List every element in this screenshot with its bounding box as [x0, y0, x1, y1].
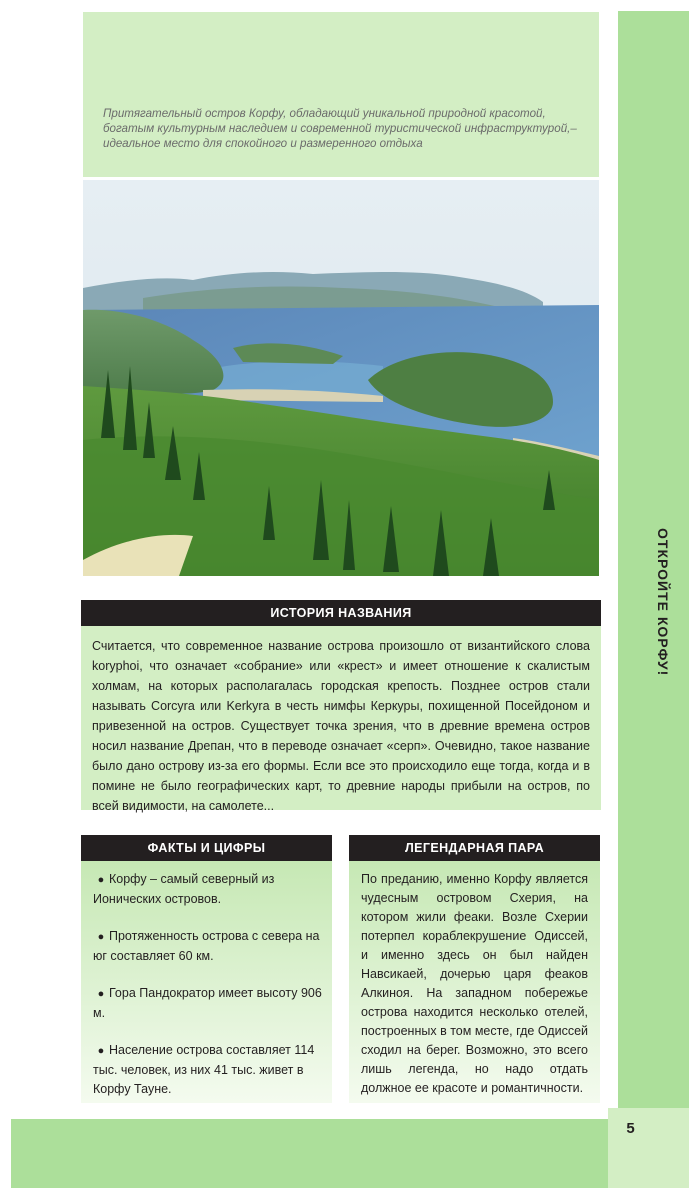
bullet-icon: ● [97, 1045, 105, 1057]
bottom-band [11, 1119, 608, 1188]
legend-text: По преданию, именно Корфу является чудесным островом Схерия, на котором жили феаки. Возле Схерии потерпел кораблекрушение Одиссей, и именно здесь он был найден Навсикаей, дочерью царя феаков Алкиноя. На западном побережье острова находится несколько отелей, построенных в том месте, где Одиссей сходил на берег. Возможно, это всего лишь легенда, но надо отдать должное ее красоте и романтичности. [349, 861, 600, 1103]
fact-item: ● Корфу – самый северный из Ионических островов. [93, 872, 275, 906]
facts-list [81, 861, 332, 1103]
side-bar [618, 11, 689, 1108]
landscape-illustration [83, 180, 599, 576]
corfu-landscape-photo [83, 180, 599, 576]
legend-title: ЛЕГЕНДАРНАЯ ПАРА [404, 841, 545, 855]
fact-item: ● Население острова составляет 114 тыс. человек, из них 41 тыс. живет в Корфу Тауне. [93, 1043, 315, 1096]
history-text: Считается, что современное название острова произошло от византийского слова koryphoi, что означает «собрание» или «крест» и имеет отношение к скалистым холмам, на которых располагалась городская крепость. Позднее остров стали называть Corcyra или Kerkyra в честь нимфы Керкуры, похищенной Посейдоном и привезенной на остров. Существует точка зрения, что в древние времена остров носил название Дрепан, что в переводе означает «серп». Очевидно, такое название было дано острову из-за его формы. Если все это происходило еще тогда, когда и в помине не было географических карт, то древние народы прибыли на остров, по всей видимости, на самолете... [81, 626, 601, 810]
fact-item: ● Гора Пандократор имеет высоту 906 м. [93, 986, 322, 1020]
bullet-icon: ● [97, 931, 105, 943]
page-number: 5 [626, 1120, 635, 1137]
caption-panel [83, 12, 599, 177]
history-header [81, 600, 601, 626]
facts-header [81, 835, 332, 861]
fact-item: ● Протяженность острова с севера на юг составляет 60 км. [93, 929, 320, 963]
bullet-icon: ● [97, 874, 105, 886]
section-title-vertical: ОТКРОЙТЕ КОРФУ! [655, 528, 671, 677]
history-title: ИСТОРИЯ НАЗВАНИЯ [270, 606, 412, 620]
photo-caption: Притягательный остров Корфу, обладающий уникальной природной красотой, богатым культурным наследием и современной туристической инфраструктурой,– идеальное место для спокойного и размеренного отдыха [103, 107, 577, 151]
bullet-icon: ● [97, 988, 105, 1000]
legend-header [349, 835, 600, 861]
facts-title: ФАКТЫ И ЦИФРЫ [147, 841, 266, 855]
